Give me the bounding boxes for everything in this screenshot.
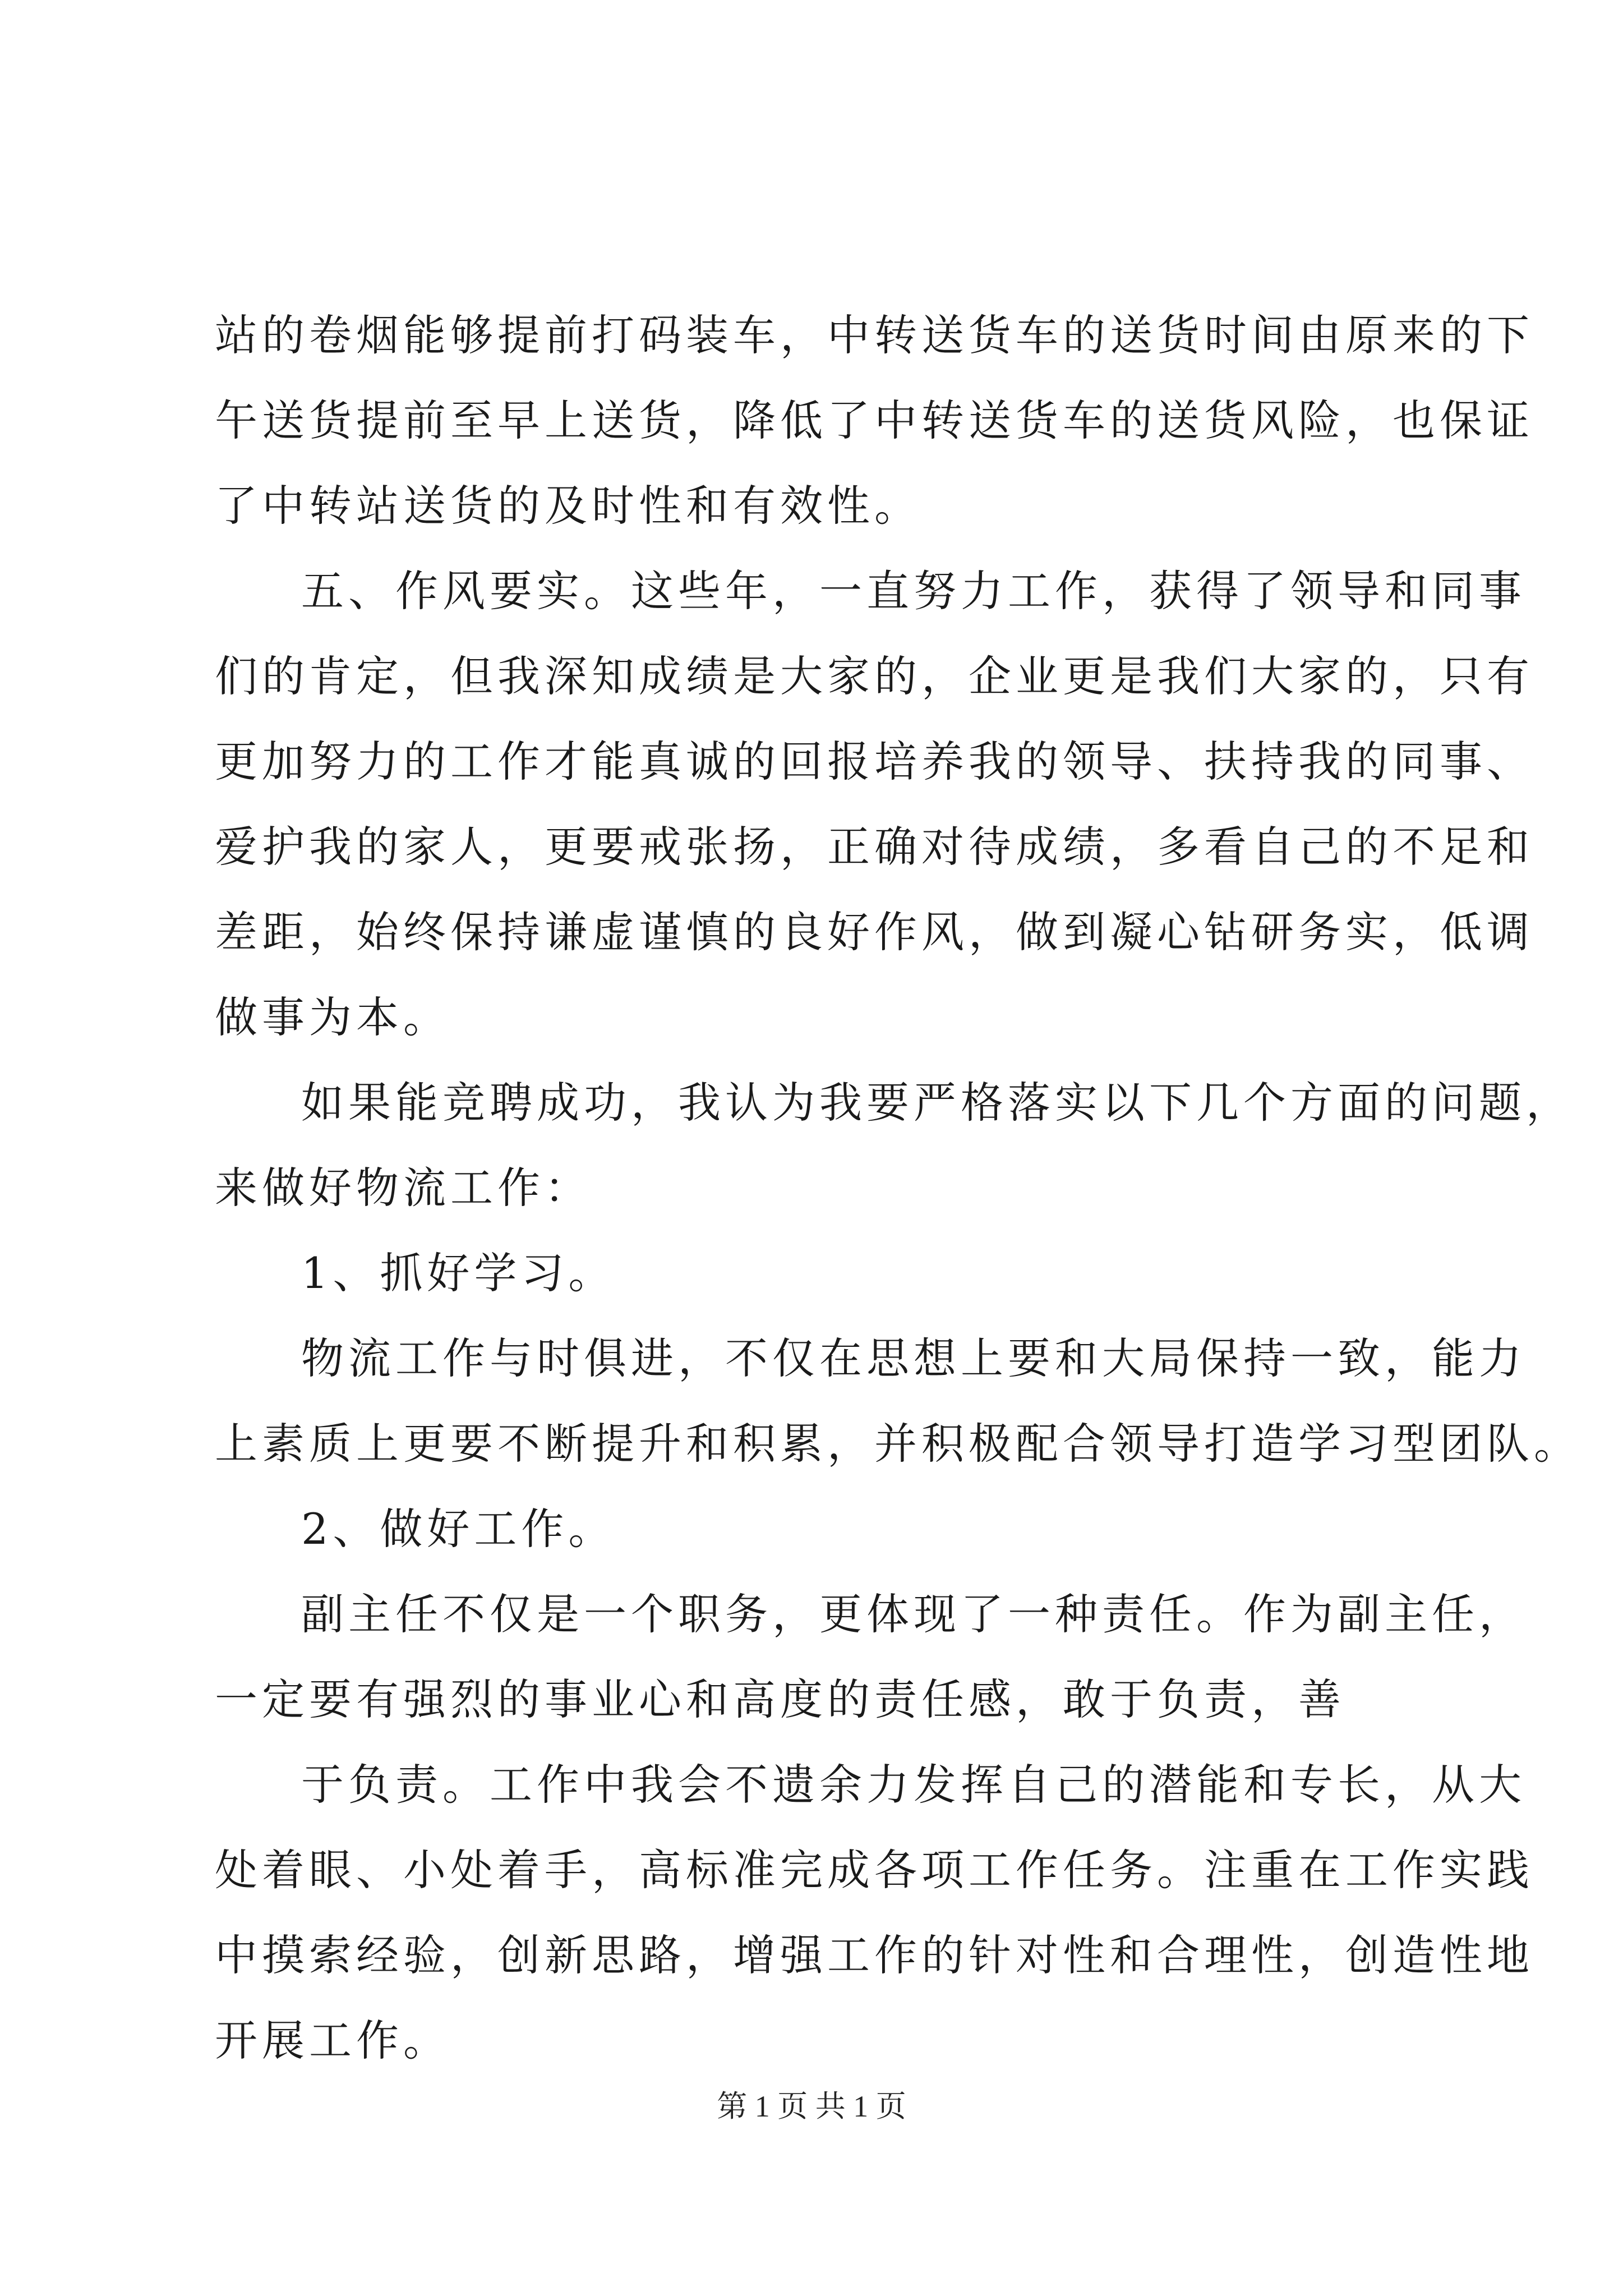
body-line: 站的卷烟能够提前打码装车，中转送货车的送货时间由原来的下 [215, 310, 1534, 360]
paragraph-first-line: 副主任不仅是一个职务，更体现了一种责任。作为副主任， [301, 1589, 1526, 1639]
body-line: 一定要有强烈的事业心和高度的责任感，敢于负责，善 [215, 1674, 1345, 1724]
section-heading: 1、抓好学习。 [301, 1248, 616, 1298]
paragraph-first-line: 物流工作与时俱进，不仅在思想上要和大局保持一致，能力 [301, 1333, 1526, 1383]
body-line: 做事为本。 [215, 992, 450, 1042]
paragraph-first-line: 于负责。工作中我会不遗余力发挥自己的潜能和专长，从大 [301, 1760, 1526, 1810]
section-heading: 2、做好工作。 [301, 1504, 616, 1554]
page-footer: 第 1 页 共 1 页 [717, 2090, 906, 2123]
body-line: 更加努力的工作才能真诚的回报培养我的领导、扶持我的同事、 [215, 737, 1534, 786]
paragraph-first-line: 如果能竞聘成功，我认为我要严格落实以下几个方面的问题， [301, 1078, 1573, 1128]
body-line: 了中转站送货的及时性和有效性。 [215, 481, 921, 531]
body-line: 上素质上更要不断提升和积累，并积极配合领导打造学习型团队。 [215, 1419, 1581, 1469]
body-line: 差距，始终保持谦虚谨慎的良好作风，做到凝心钻研务实，低调 [215, 907, 1534, 957]
body-line: 开展工作。 [215, 2016, 450, 2065]
body-line: 来做好物流工作： [215, 1163, 592, 1213]
body-line: 中摸索经验，创新思路，增强工作的针对性和合理性，创造性地 [215, 1930, 1534, 1980]
body-line: 爱护我的家人，更要戒张扬，正确对待成绩，多看自己的不足和 [215, 822, 1534, 872]
paragraph-first-line: 五、作风要实。这些年，一直努力工作，获得了领导和同事 [301, 566, 1526, 616]
body-line: 们的肯定，但我深知成绩是大家的，企业更是我们大家的，只有 [215, 651, 1534, 701]
body-line: 处着眼、小处着手，高标准完成各项工作任务。注重在工作实践 [215, 1845, 1534, 1895]
body-line: 午送货提前至早上送货，降低了中转送货车的送货风险，也保证 [215, 395, 1534, 445]
